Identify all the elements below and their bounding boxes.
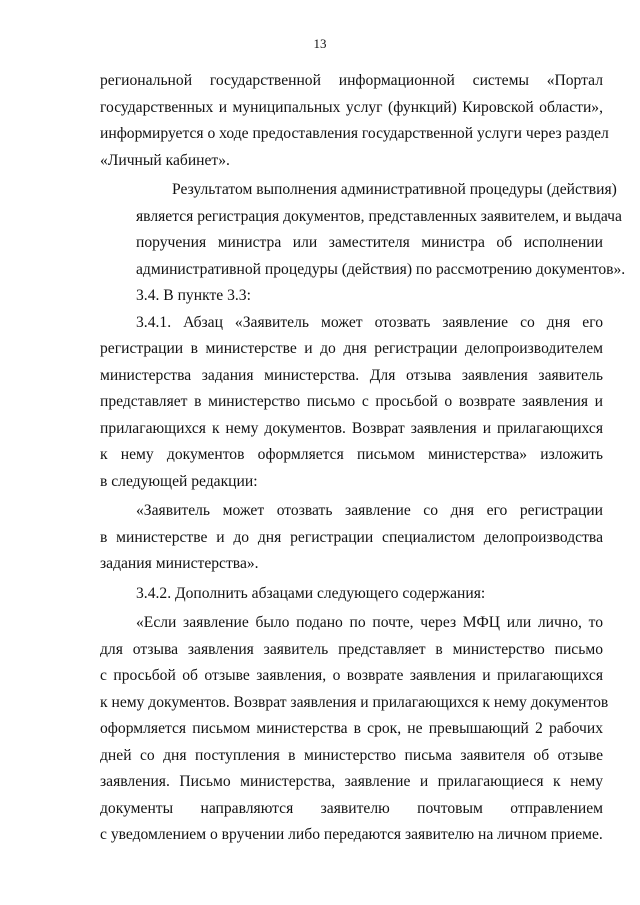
text-line: оформляется письмом министерства в срок, не превышающий 2 рабочих [100, 720, 603, 737]
text-line: задания министерства». [100, 555, 259, 572]
text-line: документы направляются заявителю почтовым отправлением [100, 799, 603, 817]
text-line: 3.4.1. Абзац «Заявитель может отозвать заявление со дня его [136, 313, 603, 331]
text-line: административной процедуры (действия) по рассмотрению документов». [136, 260, 626, 278]
text-line: 3.4.2. Дополнить абзацами следующего содержания: [136, 584, 486, 602]
paragraph-portal-info [100, 68, 609, 174]
text-line: в следующей редакции: [100, 472, 258, 490]
text-line: информируется о ходе предоставления государственной услуги через раздел [100, 125, 609, 142]
text-line: к нему документов оформляется письмом министерства» изложить [100, 446, 603, 463]
paragraph-section-3-4-1 [100, 310, 603, 496]
paragraph-quote-postal [100, 610, 609, 849]
text-line: представляет в министерство письмо с просьбой о возврате заявления и [100, 393, 603, 410]
text-line: министерства задания министерства. Для отзыва заявления заявитель [100, 366, 603, 384]
text-line: с уведомлением о вручении либо передаются заявителю на личном приеме. [100, 826, 603, 843]
paragraph-quote-withdraw [100, 498, 603, 578]
paragraph-section-3-4 [100, 283, 603, 310]
text-line: для отзыва заявления заявитель представляет в министерство письмо [100, 640, 603, 658]
text-line: государственных и муниципальных услуг (функций) Кировской области», [100, 98, 603, 116]
text-line: к нему документов. Возврат заявления и прилагающихся к нему документов [100, 693, 609, 711]
text-line: в министерстве и до дня регистрации специалистом делопроизводства [100, 528, 603, 546]
text-line: регистрации в министерстве и до дня регистрации делопроизводителем [100, 340, 603, 357]
paragraph-result [100, 177, 626, 283]
text-line: Результатом выполнения административной процедуры (действия) [172, 181, 617, 198]
text-line: поручения министра или заместителя министра об исполнении [136, 234, 603, 251]
text-line: «Личный кабинет». [100, 151, 230, 169]
paragraph-section-3-4-2 [100, 581, 603, 608]
text-line: с просьбой об отзыве заявления, о возврате заявления и прилагающихся [100, 667, 603, 684]
text-line: заявления. Письмо министерства, заявление и прилагающиеся к нему [100, 773, 603, 790]
text-line: «Если заявление было подано по почте, через МФЦ или лично, то [136, 614, 603, 631]
document-body [100, 68, 626, 849]
text-line: 3.4. В пункте 3.3: [136, 287, 251, 304]
page-number: 13 [313, 36, 327, 51]
text-line: дней со дня поступления в министерство письма заявителя об отзыве [100, 746, 603, 764]
text-line: является регистрация документов, представленных заявителем, и выдача [136, 207, 622, 225]
text-line: региональной государственной информационной системы «Портал [100, 72, 603, 89]
text-line: прилагающихся к нему документов. Возврат заявления и прилагающихся [100, 419, 603, 437]
text-line: «Заявитель может отозвать заявление со дня его регистрации [136, 502, 603, 519]
